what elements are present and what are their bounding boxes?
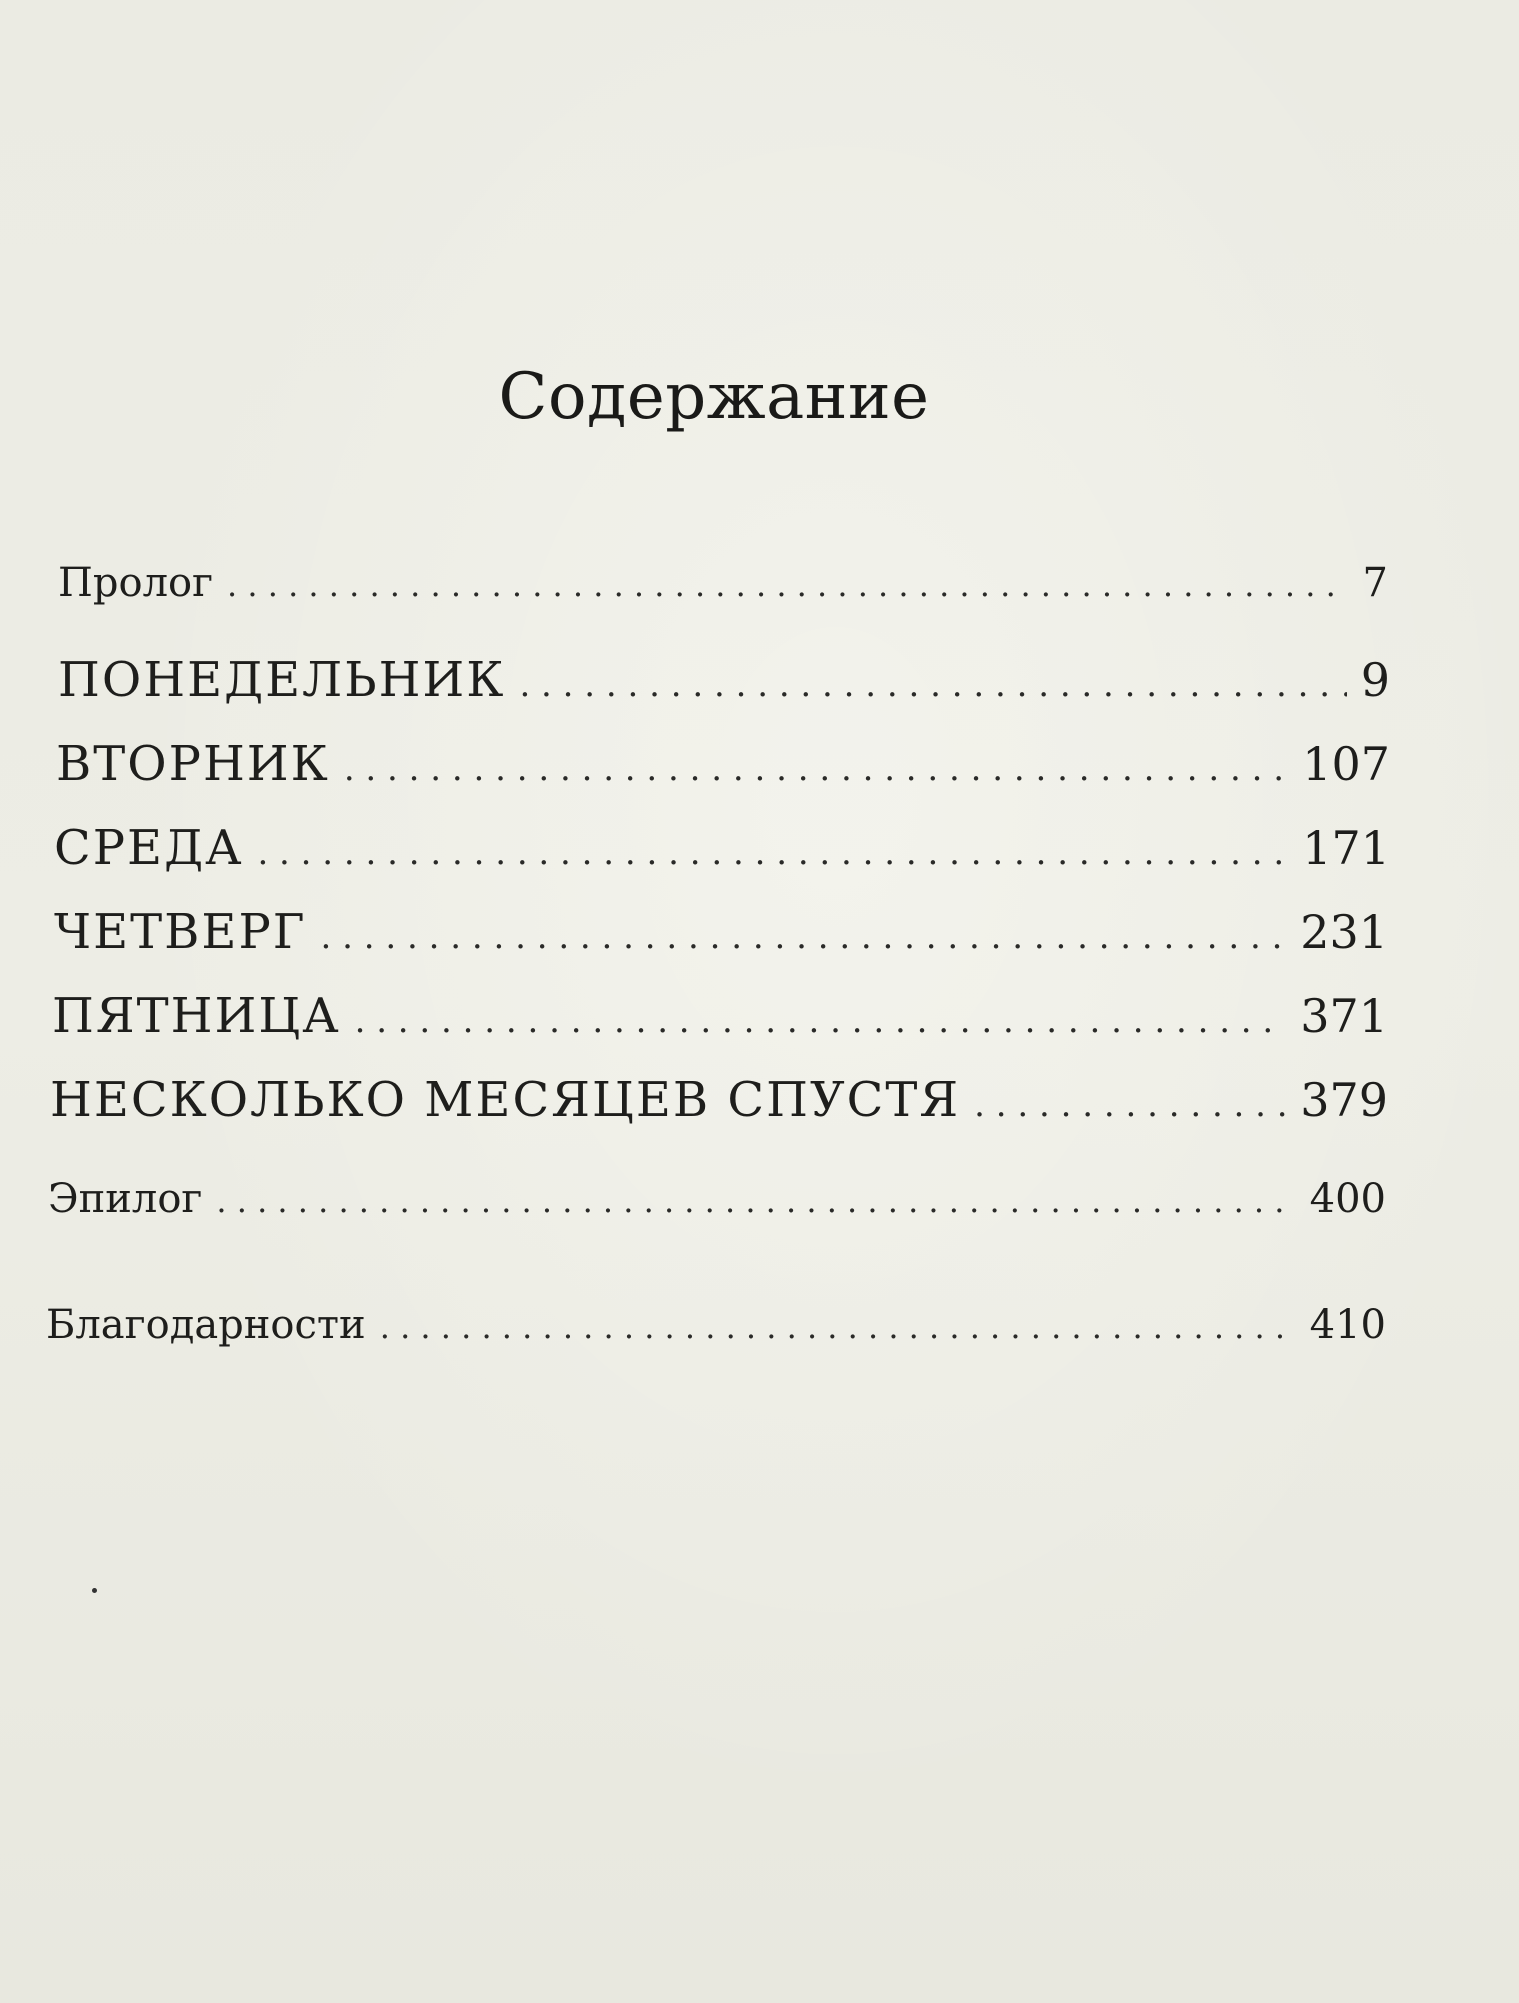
toc-page-number: 107 xyxy=(1302,737,1390,791)
dot-leader xyxy=(355,1001,1287,1041)
toc-entry-wednesday xyxy=(54,820,1390,876)
dot-leader xyxy=(974,1085,1286,1125)
toc-entry-months-later xyxy=(50,1072,1388,1128)
dot-leader xyxy=(227,566,1349,604)
toc-page-number: 400 xyxy=(1309,1176,1386,1222)
toc-page-number: 379 xyxy=(1300,1073,1388,1127)
toc-entry-label: НЕСКОЛЬКО МЕСЯЦЕВ СПУСТЯ xyxy=(50,1072,961,1128)
toc-entry-acknowledgements xyxy=(46,1302,1386,1348)
page-title: Содержание xyxy=(498,360,930,434)
toc-entry-label: ЧЕТВЕРГ xyxy=(54,904,307,960)
dot-leader xyxy=(257,833,1288,873)
toc-entry-epilogue xyxy=(48,1176,1386,1222)
toc-page-number: 410 xyxy=(1309,1302,1386,1348)
toc-entry-label: ПЯТНИЦА xyxy=(52,988,341,1044)
toc-entry-label: Эпилог xyxy=(48,1176,203,1222)
dot-leader xyxy=(519,665,1346,705)
toc-entry-thursday xyxy=(54,904,1388,960)
dot-leader xyxy=(344,749,1288,789)
toc-entry-label: СРЕДА xyxy=(54,820,244,876)
toc-entry-prologue xyxy=(58,560,1388,606)
toc-entry-friday xyxy=(52,988,1388,1044)
toc-entry-label: Благодарности xyxy=(46,1302,366,1348)
toc-page-number: 9 xyxy=(1360,653,1390,707)
dot-leader xyxy=(380,1308,1296,1346)
toc-page-number: 231 xyxy=(1300,905,1388,959)
toc-page-number: 371 xyxy=(1300,989,1388,1043)
toc-page-number: 171 xyxy=(1302,821,1390,875)
toc-entry-monday xyxy=(58,652,1390,708)
toc-entry-label: Пролог xyxy=(58,560,214,606)
toc-page-number: 7 xyxy=(1362,560,1388,606)
dot-leader xyxy=(321,917,1287,957)
toc-entry-label: ВТОРНИК xyxy=(56,736,330,792)
paper-speck xyxy=(92,1588,97,1593)
toc-entry-tuesday xyxy=(56,736,1390,792)
toc-entry-label: ПОНЕДЕЛЬНИК xyxy=(58,652,506,708)
dot-leader xyxy=(216,1182,1295,1220)
